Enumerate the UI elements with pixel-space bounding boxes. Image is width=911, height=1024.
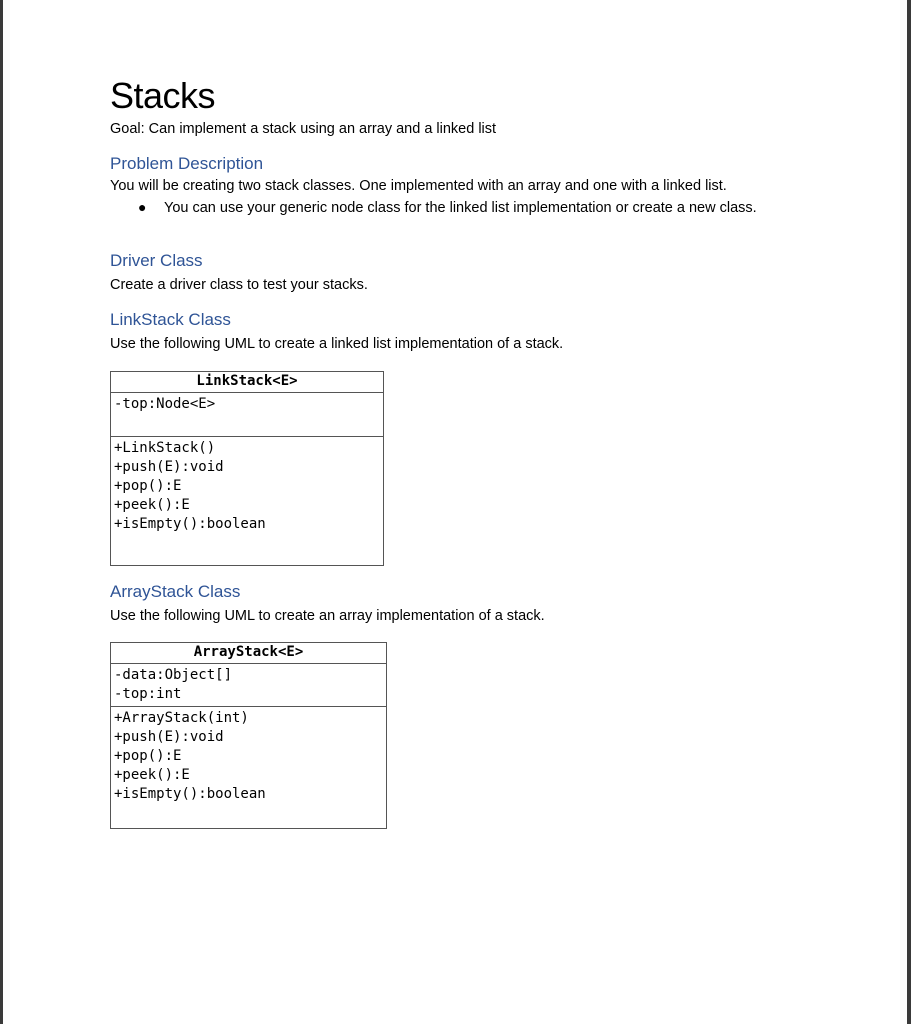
driver-class-text: Create a driver class to test your stacks.	[110, 277, 368, 293]
uml-method: +peek():E	[114, 767, 190, 783]
uml-method: +push(E):void	[114, 459, 224, 475]
uml-method: +push(E):void	[114, 729, 224, 745]
arraystack-class-text: Use the following UML to create an array implementation of a stack.	[110, 608, 545, 624]
problem-description-heading: Problem Description	[110, 154, 264, 173]
uml-attribute: -top:Node<E>	[114, 396, 216, 412]
uml-attributes	[111, 393, 383, 437]
linkstack-class-text: Use the following UML to create a linked list implementation of a stack.	[110, 336, 564, 352]
uml-attribute: -top:int	[114, 686, 182, 702]
uml-methods	[111, 707, 386, 806]
bullet-text: You can use your generic node class for the linked list implementation or create a new class.	[164, 200, 757, 216]
problem-description-text: You will be creating two stack classes. One implemented with an array and one with a linked list.	[110, 178, 727, 194]
uml-method: +LinkStack()	[114, 440, 216, 456]
arraystack-uml-diagram	[110, 642, 387, 829]
page-edge-right	[907, 0, 911, 1024]
uml-method: +pop():E	[114, 478, 182, 494]
goal-text: Goal: Can implement a stack using an array and a linked list	[110, 121, 497, 137]
uml-attributes	[111, 664, 386, 707]
arraystack-class-heading: ArrayStack Class	[110, 582, 241, 601]
bullet-icon: ●	[138, 199, 147, 215]
uml-attribute: -data:Object[]	[114, 667, 233, 683]
linkstack-class-heading: LinkStack Class	[110, 310, 231, 329]
linkstack-uml-diagram	[110, 371, 384, 566]
uml-method: +peek():E	[114, 497, 190, 513]
page-edge-left	[0, 0, 3, 1024]
uml-class-name: LinkStack<E>	[111, 372, 383, 393]
uml-methods	[111, 437, 383, 536]
uml-method: +pop():E	[114, 748, 182, 764]
list-item	[138, 198, 757, 217]
uml-method: +isEmpty():boolean	[114, 516, 266, 532]
driver-class-heading: Driver Class	[110, 251, 203, 270]
uml-class-name: ArrayStack<E>	[111, 643, 386, 664]
uml-method: +isEmpty():boolean	[114, 786, 266, 802]
uml-method: +ArrayStack(int)	[114, 710, 249, 726]
page-title: Stacks	[110, 75, 216, 116]
